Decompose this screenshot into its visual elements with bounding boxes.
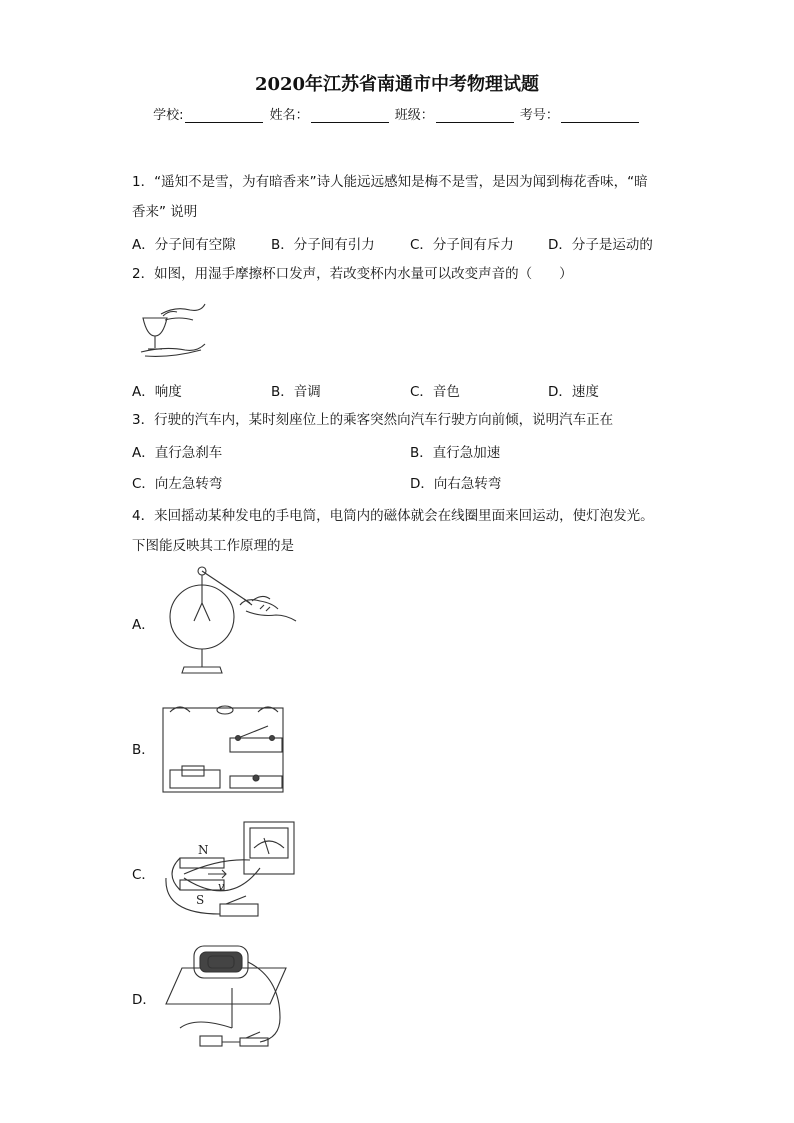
name-blank — [311, 108, 389, 123]
electroscope-figure — [160, 563, 302, 681]
student-info-line — [0, 104, 794, 123]
page-title: 2020年江苏省南通市中考物理试题 — [254, 74, 540, 95]
question-3-option-c: C．向左急转弯 — [132, 476, 223, 492]
coil-board-figure — [160, 938, 292, 1054]
number-label: 考号： — [519, 108, 559, 123]
class-blank — [436, 108, 514, 123]
school-label: 学校: — [153, 108, 184, 123]
question-3-line-1: 3．行驶的汽车内，某时刻座位上的乘客突然向汽车行驶方向前倾，说明汽车正在 — [132, 412, 614, 428]
question-2-option-b: B．音调 — [271, 384, 321, 400]
question-3-option-a: A．直行急刹车 — [132, 445, 223, 461]
magnet-galvanometer-figure — [160, 818, 300, 930]
question-4-line-1: 4．来回摇动某种发电的手电筒，电筒内的磁体就会在线圈里面来回运动，使灯泡发光。 — [132, 508, 654, 524]
bulb-circuit-figure — [160, 700, 290, 798]
magnet-south-label: S — [196, 893, 205, 907]
question-1-option-a: A．分子间有空隙 — [132, 237, 236, 253]
question-1-option-d: D．分子是运动的 — [548, 237, 653, 253]
question-1-option-c: C．分子间有斥力 — [410, 237, 514, 253]
question-3-option-d: D．向右急转弯 — [410, 476, 502, 492]
number-blank — [561, 108, 639, 123]
velocity-label: v — [218, 880, 225, 893]
question-4-option-a: A． — [132, 617, 155, 633]
question-2-line-1: 2．如图，用湿手摩擦杯口发声，若改变杯内水量可以改变声音的（ ） — [132, 266, 573, 282]
question-4-option-b: B． — [132, 742, 155, 758]
question-4-option-d: D． — [132, 992, 156, 1008]
question-4-line-2: 下图能反映其工作原理的是 — [132, 538, 294, 554]
magnet-north-label: N — [198, 843, 209, 857]
question-2-option-c: C．音色 — [410, 384, 460, 400]
question-1-option-b: B．分子间有引力 — [271, 237, 375, 253]
question-3-option-b: B．直行急加速 — [410, 445, 501, 461]
school-blank — [185, 108, 263, 123]
question-1-line-2: 香来” 说明 — [132, 204, 198, 220]
class-label: 班级： — [394, 108, 434, 123]
glass-rubbing-figure — [135, 298, 210, 360]
question-1-line-1: 1．“遥知不是雪，为有暗香来”诗人能远远感知是梅不是雪，是因为闻到梅花香味，“暗 — [132, 174, 648, 190]
question-2-option-d: D．速度 — [548, 384, 599, 400]
name-label: 姓名： — [269, 108, 309, 123]
question-2-option-a: A．响度 — [132, 384, 182, 400]
question-4-option-c: C． — [132, 867, 155, 883]
